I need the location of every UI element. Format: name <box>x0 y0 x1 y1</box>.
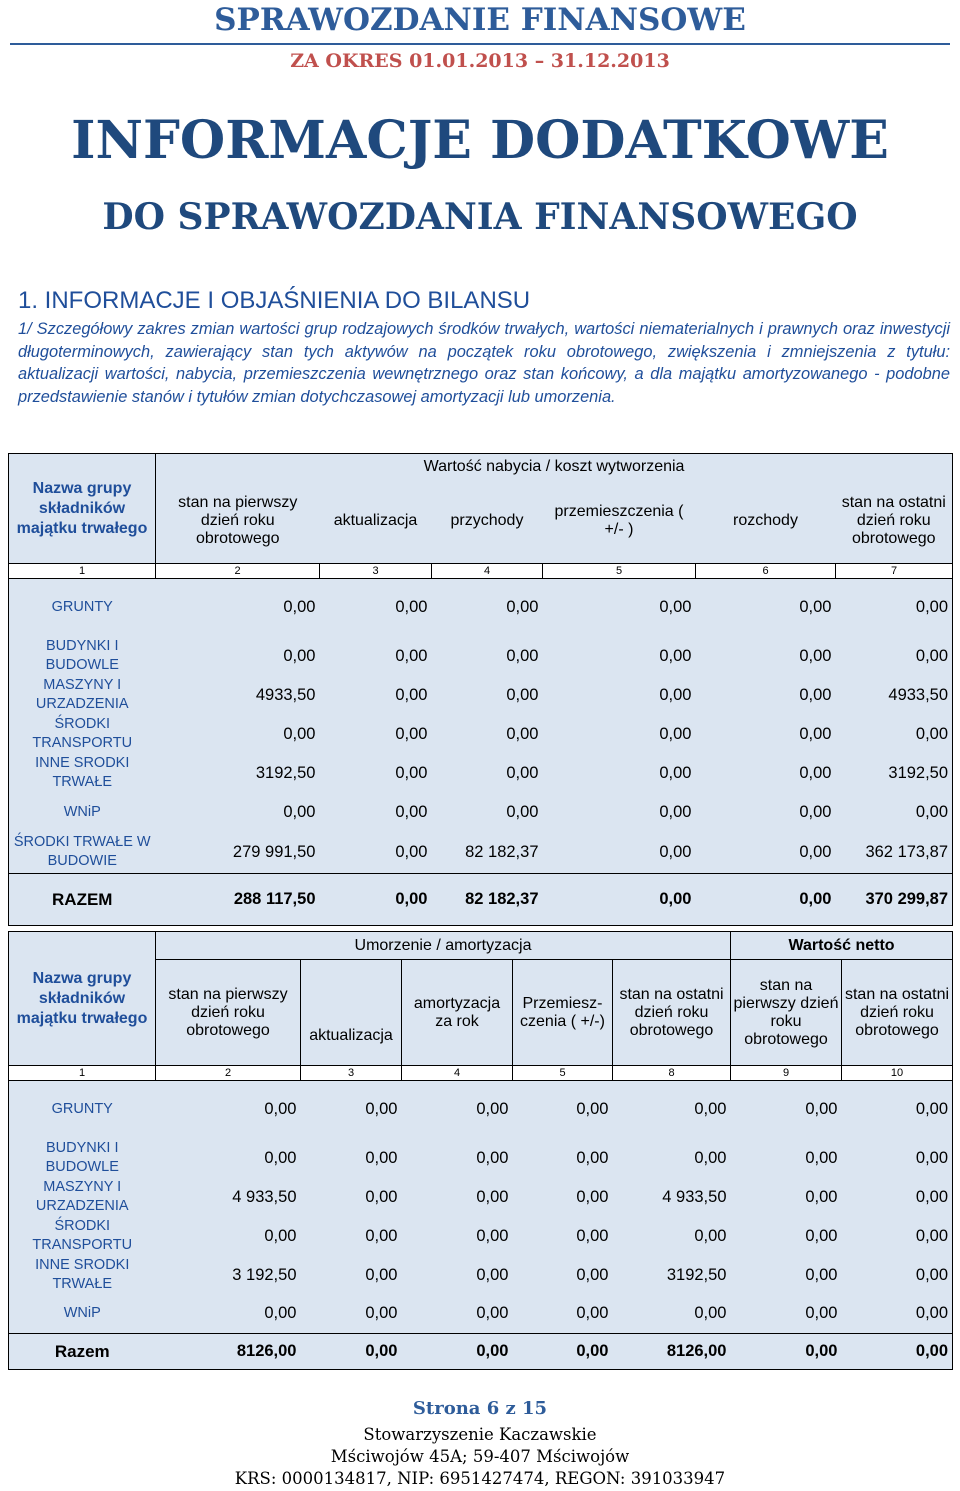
total-label: RAZEM <box>9 874 156 926</box>
cell-value: 0,00 <box>613 1139 731 1178</box>
cell-value: 3 192,50 <box>156 1256 301 1295</box>
cell-value: 0,00 <box>696 676 836 715</box>
row-label: GRUNTY <box>9 1081 156 1139</box>
cell-value: 0,00 <box>320 793 432 832</box>
cell-value: 0,00 <box>432 715 543 754</box>
t1-col-number: 6 <box>696 564 836 579</box>
cell-value: 0,00 <box>543 676 696 715</box>
t2-col-number: 9 <box>731 1066 842 1081</box>
cell-value: 0,00 <box>696 832 836 874</box>
table-row <box>9 1295 953 1334</box>
cell-value: 0,00 <box>402 1256 513 1295</box>
cell-value: 0,00 <box>432 793 543 832</box>
main-subtitle: DO SPRAWOZDANIA FINANSOWEGO <box>102 196 858 238</box>
table-row <box>9 676 953 715</box>
cell-value: 0,00 <box>731 1295 842 1334</box>
cell-value: 0,00 <box>731 1139 842 1178</box>
row-label: MASZYNY I URZADZENIA <box>9 676 156 715</box>
cell-value: 0,00 <box>156 579 320 637</box>
cell-value: 0,00 <box>156 637 320 676</box>
row-label: MASZYNY I URZADZENIA <box>9 1178 156 1217</box>
t1-col-header: stan na pierwszy dzień roku obrotowego <box>156 480 320 564</box>
cell-value: 0,00 <box>301 1081 402 1139</box>
total-value: 0,00 <box>402 1334 513 1370</box>
page-number: Strona 6 z 15 <box>412 1398 548 1419</box>
t1-col-number: 2 <box>156 564 320 579</box>
t1-col-number: 5 <box>543 564 696 579</box>
t1-group-header: Wartość nabycia / koszt wytworzenia <box>156 454 953 480</box>
cell-value: 0,00 <box>836 637 953 676</box>
cell-value: 0,00 <box>731 1081 842 1139</box>
header-divider <box>10 43 950 45</box>
row-label: WNiP <box>9 793 156 832</box>
cell-value: 0,00 <box>156 715 320 754</box>
cell-value: 3192,50 <box>156 754 320 793</box>
row-label: WNiP <box>9 1295 156 1334</box>
cell-value: 0,00 <box>543 793 696 832</box>
t2-col-number: 8 <box>613 1066 731 1081</box>
row-label: ŚRODKI TRANSPORTU <box>9 1217 156 1256</box>
t2-col-number: 1 <box>9 1066 156 1081</box>
depreciation-table <box>8 931 953 1370</box>
cell-value: 362 173,87 <box>836 832 953 874</box>
cell-value: 82 182,37 <box>432 832 543 874</box>
table-row <box>9 1256 953 1295</box>
cell-value: 0,00 <box>320 637 432 676</box>
t2-col-header: stan na pierwszy dzień roku obrotowego <box>156 960 301 1066</box>
table-row <box>9 715 953 754</box>
cell-value: 0,00 <box>301 1139 402 1178</box>
cell-value: 0,00 <box>432 579 543 637</box>
cell-value: 0,00 <box>156 1139 301 1178</box>
cell-value: 0,00 <box>543 637 696 676</box>
acquisition-value-table <box>8 453 953 926</box>
cell-value: 0,00 <box>402 1295 513 1334</box>
table-row <box>9 754 953 793</box>
t2-col-header: stan na ostatni dzień roku obrotowego <box>842 960 953 1066</box>
cell-value: 4933,50 <box>156 676 320 715</box>
total-value: 0,00 <box>513 1334 613 1370</box>
t2-col-number: 3 <box>301 1066 402 1081</box>
cell-value: 4 933,50 <box>156 1178 301 1217</box>
cell-value: 0,00 <box>301 1295 402 1334</box>
cell-value: 0,00 <box>320 715 432 754</box>
table-row <box>9 832 953 874</box>
cell-value: 0,00 <box>432 754 543 793</box>
cell-value: 0,00 <box>402 1217 513 1256</box>
cell-value: 279 991,50 <box>156 832 320 874</box>
cell-value: 0,00 <box>156 1081 301 1139</box>
cell-value: 0,00 <box>402 1081 513 1139</box>
total-value: 8126,00 <box>613 1334 731 1370</box>
footer-org-block <box>0 1424 960 1490</box>
table-row <box>9 1217 953 1256</box>
cell-value: 0,00 <box>842 1139 953 1178</box>
cell-value: 0,00 <box>301 1178 402 1217</box>
cell-value: 0,00 <box>513 1217 613 1256</box>
main-title: INFORMACJE DODATKOWE <box>71 110 889 171</box>
cell-value: 0,00 <box>731 1217 842 1256</box>
cell-value: 0,00 <box>836 579 953 637</box>
cell-value: 0,00 <box>513 1081 613 1139</box>
report-title: SPRAWOZDANIE FINANSOWE <box>214 2 746 38</box>
t1-col-number: 1 <box>9 564 156 579</box>
total-label: Razem <box>9 1334 156 1370</box>
t2-group1-header: Umorzenie / amortyzacja <box>156 932 731 960</box>
row-label: ŚRODKI TRANSPORTU <box>9 715 156 754</box>
t2-name-header: Nazwa grupy składników majątku trwałego <box>9 932 156 1066</box>
cell-value: 4933,50 <box>836 676 953 715</box>
cell-value: 0,00 <box>156 1295 301 1334</box>
cell-value: 0,00 <box>836 793 953 832</box>
cell-value: 0,00 <box>156 793 320 832</box>
cell-value: 3192,50 <box>613 1256 731 1295</box>
t2-col-number: 2 <box>156 1066 301 1081</box>
org-name: Stowarzyszenie Kaczawskie <box>363 1425 597 1444</box>
cell-value: 0,00 <box>320 579 432 637</box>
cell-value: 4 933,50 <box>613 1178 731 1217</box>
cell-value: 0,00 <box>696 754 836 793</box>
t1-col-header: przychody <box>432 480 543 564</box>
cell-value: 0,00 <box>696 715 836 754</box>
table-row <box>9 793 953 832</box>
cell-value: 0,00 <box>432 676 543 715</box>
table-row <box>9 1081 953 1139</box>
t2-col-header: aktualizacja <box>301 960 402 1066</box>
total-value: 0,00 <box>731 1334 842 1370</box>
row-label: INNE SRODKI TRWAŁE <box>9 754 156 793</box>
cell-value: 0,00 <box>543 832 696 874</box>
cell-value: 0,00 <box>696 579 836 637</box>
cell-value: 0,00 <box>613 1295 731 1334</box>
cell-value: 0,00 <box>613 1217 731 1256</box>
cell-value: 0,00 <box>320 754 432 793</box>
cell-value: 0,00 <box>513 1139 613 1178</box>
row-label: BUDYNKI I BUDOWLE <box>9 1139 156 1178</box>
cell-value: 0,00 <box>696 637 836 676</box>
total-value: 370 299,87 <box>836 874 953 926</box>
org-address: Mściwojów 45A; 59-407 Mściwojów <box>330 1447 630 1466</box>
cell-value: 0,00 <box>543 715 696 754</box>
total-row <box>9 1334 953 1370</box>
section-title: 1. INFORMACJE I OBJAŚNIENIA DO BILANSU <box>18 287 531 314</box>
t2-col-header: Przemiesz-czenia ( +/-) <box>513 960 613 1066</box>
table-row <box>9 637 953 676</box>
cell-value: 0,00 <box>402 1178 513 1217</box>
t1-col-number: 7 <box>836 564 953 579</box>
cell-value: 0,00 <box>836 715 953 754</box>
t2-col-number: 4 <box>402 1066 513 1081</box>
cell-value: 0,00 <box>513 1178 613 1217</box>
cell-value: 0,00 <box>402 1139 513 1178</box>
cell-value: 0,00 <box>301 1217 402 1256</box>
total-value: 0,00 <box>320 874 432 926</box>
cell-value: 0,00 <box>696 793 836 832</box>
t1-col-header: rozchody <box>696 480 836 564</box>
cell-value: 0,00 <box>731 1256 842 1295</box>
table-row <box>9 579 953 637</box>
section-description: 1/ Szczegółowy zakres zmian wartości grup rodzajowych środków trwałych, wartości niematerialnych i prawnych oraz inwestycji długoterminowych, zawierający stan tych aktywów na początek roku obrotowego, zwiększenia i zmniejszenia z tytułu: aktualizacji wartości, nabycia, przemieszczenia wewnętrznego oraz stan końcowy, a dla majątku amortyzowanego - podobne przedstawienie stanów i tytułów zmian dotychczasowej amortyzacji lub umorzenia. <box>18 320 950 406</box>
total-value: 0,00 <box>543 874 696 926</box>
t2-col-number: 5 <box>513 1066 613 1081</box>
t1-col-header: stan na ostatni dzień roku obrotowego <box>836 480 953 564</box>
cell-value: 0,00 <box>320 832 432 874</box>
cell-value: 0,00 <box>301 1256 402 1295</box>
cell-value: 0,00 <box>842 1178 953 1217</box>
cell-value: 0,00 <box>842 1256 953 1295</box>
total-value: 0,00 <box>842 1334 953 1370</box>
total-value: 0,00 <box>696 874 836 926</box>
row-label: GRUNTY <box>9 579 156 637</box>
cell-value: 3192,50 <box>836 754 953 793</box>
table-row <box>9 1139 953 1178</box>
cell-value: 0,00 <box>543 579 696 637</box>
org-ids: KRS: 0000134817, NIP: 6951427474, REGON: 391033947 <box>234 1469 726 1488</box>
t1-col-header: przemieszczenia ( +/- ) <box>543 480 696 564</box>
total-value: 82 182,37 <box>432 874 543 926</box>
t1-col-number: 3 <box>320 564 432 579</box>
t2-col-header: stan na ostatni dzień roku obrotowego <box>613 960 731 1066</box>
t2-col-header: stan na pierwszy dzień roku obrotowego <box>731 960 842 1066</box>
row-label: INNE SRODKI TRWAŁE <box>9 1256 156 1295</box>
cell-value: 0,00 <box>156 1217 301 1256</box>
cell-value: 0,00 <box>842 1081 953 1139</box>
total-value: 288 117,50 <box>156 874 320 926</box>
total-row <box>9 874 953 926</box>
total-value: 8126,00 <box>156 1334 301 1370</box>
cell-value: 0,00 <box>432 637 543 676</box>
t2-group2-header: Wartość netto <box>731 932 953 960</box>
t1-col-number: 4 <box>432 564 543 579</box>
table-row <box>9 1178 953 1217</box>
t1-name-header: Nazwa grupy składników majątku trwałego <box>9 454 156 564</box>
cell-value: 0,00 <box>320 676 432 715</box>
row-label: ŚRODKI TRWAŁE W BUDOWIE <box>9 832 156 874</box>
t1-col-header: aktualizacja <box>320 480 432 564</box>
cell-value: 0,00 <box>543 754 696 793</box>
cell-value: 0,00 <box>842 1217 953 1256</box>
cell-value: 0,00 <box>513 1256 613 1295</box>
row-label: BUDYNKI I BUDOWLE <box>9 637 156 676</box>
cell-value: 0,00 <box>731 1178 842 1217</box>
cell-value: 0,00 <box>513 1295 613 1334</box>
cell-value: 0,00 <box>613 1081 731 1139</box>
t2-col-number: 10 <box>842 1066 953 1081</box>
report-period: ZA OKRES 01.01.2013 – 31.12.2013 <box>290 50 670 72</box>
t2-col-header: amortyzacja za rok <box>402 960 513 1066</box>
cell-value: 0,00 <box>842 1295 953 1334</box>
total-value: 0,00 <box>301 1334 402 1370</box>
